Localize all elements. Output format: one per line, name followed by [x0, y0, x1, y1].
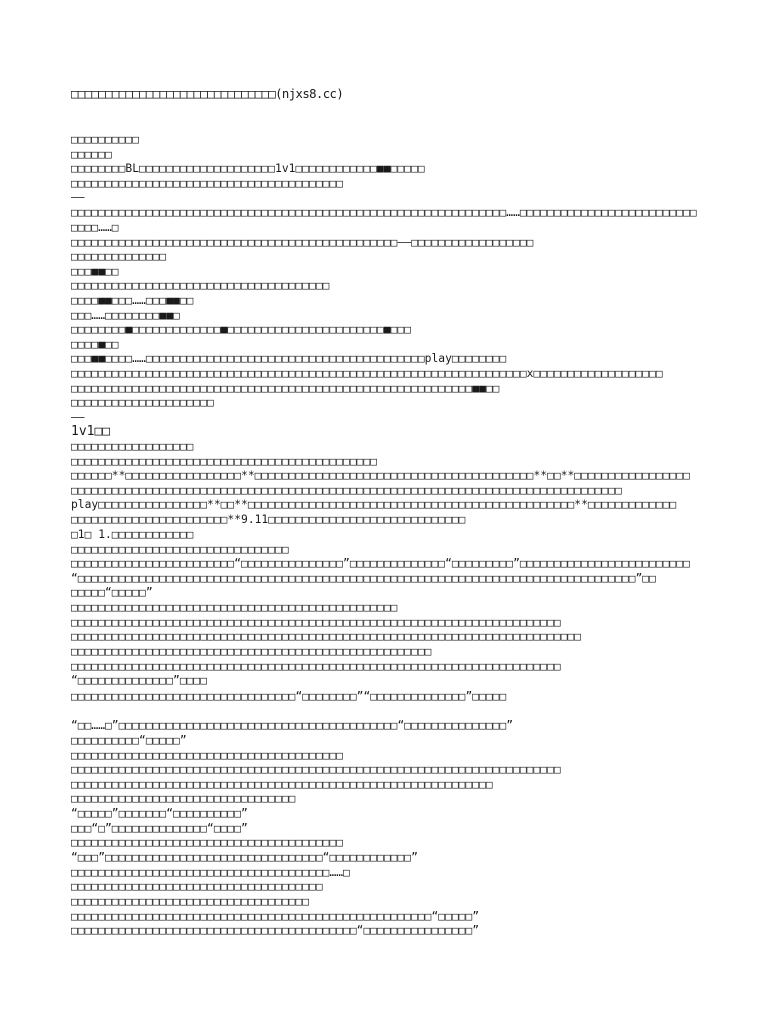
text-line: □□□□□□□□□□□□□□□□□□□□□□□□□□□□□□□□□: [71, 792, 296, 805]
text-line: □□□□……□: [71, 221, 119, 234]
text-line: □□□□□□□□□□□□□□□□□□□□□□□□□□□□□□□□□□□□□□□□□□□□□□□□□□□□□□□□□□□□□□□□……□□□□□□□□□□□□□□□□□□□□□□□□□□: [71, 206, 697, 219]
text-line: □□□□□□□□□□□□□□□□□□□□□□□□□□□□□□□□□□□□□□□□□□□□□: [71, 455, 378, 468]
text-line: □□□□□□□□□□□□□□□□□□□□□□□□□□□□□□□□□“□□□□□□□□”“□□□□□□□□□□□□□□”□□□□□: [71, 690, 507, 703]
text-line: □□□□□□□□□□“□□□□□”: [71, 734, 187, 747]
text-line: ——: [71, 191, 85, 204]
text-line: □□□□□□□□□□□□□□□□□□□□□□□□□□□□□□□□□□□□□□□□□□□□□□□□□□□□□□□□□□□■■□□: [71, 382, 500, 395]
text-line: □□□□□□□□□□□□□□□□□□□□□□□□□□□□□□□□□□□□□□□□□□□□□□□□——□□□□□□□□□□□□□□□□□□: [71, 236, 534, 249]
text-line: □□□□□□□□□□□□□□□□□□□□□□□□□□□□□□□□□□□□□□□□□□□□□□□□□□□□□□□□□□□□□□□□□□□□□□□□□□□□□□□□□: [71, 484, 622, 497]
text-line: □□□□□□□□□□□□□□□□□□: [71, 440, 194, 453]
text-line: □□□□□□□□□□□□□□□□□□□□□: [71, 396, 214, 409]
text-line: □□□□□□□□□□□□□□□□□□□□□□□□□□□□□□□□□□□□□□□□□□□□□□□□: [71, 601, 398, 614]
text-line: □□□□□□□□□□□□□□□□□□□□□□□□□□□□□□□□□□□□□□……□: [71, 866, 350, 879]
text-line: □□□□□□□□■□□□□□□□□□□□□□■□□□□□□□□□□□□□□□□□□□□□□□■□□□: [71, 323, 412, 336]
text-line: □□□□□□□□□□□□□□□□□□□□□□□□□□□□□□□□□□□□□□□□□□□□□□□□□□□□□□□□□□□□□□□□□□□□□□□□: [71, 616, 561, 629]
text-line: □□□□□□□□□□□□□□□□□□□□□□□□□□□□□□□□□□□□□□□□□□“□□□□□□□□□□□□□□□□”: [71, 924, 480, 937]
text-line: □1□ 1.□□□□□□□□□□□□: [71, 528, 194, 541]
text-line: □□□■■□□□□……□□□□□□□□□□□□□□□□□□□□□□□□□□□□□□□□□□□□□□□□□play□□□□□□□□: [71, 352, 507, 365]
text-line: □□□□□“□□□□□”: [71, 586, 153, 599]
text-line: “□□……□”□□□□□□□□□□□□□□□□□□□□□□□□□□□□□□□□□□□□□□□□□“□□□□□□□□□□□□□□□”: [71, 719, 514, 732]
text-line: □□□□□□□□□□□□□□□□□□□□□□□□□□□□□□□□□□□□□□□□□□□□□□□□□□□□□□□□□□□□□□□□□□□□□□□□: [71, 660, 561, 673]
text-line: □□□□□□**□□□□□□□□□□□□□□□□□**□□□□□□□□□□□□□□□□□□□□□□□□□□□□□□□□□□□□□□□□□**□□**□□□□□□□□□□□□□□□□□: [71, 469, 690, 482]
text-line: □□□□□□□□□□□□□□□□□□□□□□□□□□□□□□□□□□□□□□□□□□□□□□□□□□□□□□□□□□□□□□□□□□□□□□□□□□□: [71, 630, 582, 643]
text-line: □□□■■□□: [71, 265, 119, 278]
text-line: □□□□□□□□□□□□□□□□□□□□□□□□□□□□□□□□□□□□□□□□□□□□□□□□□□□□□□□□□□□□□□: [71, 778, 493, 791]
text-line: “□□□□□□□□□□□□□□□□□□□□□□□□□□□□□□□□□□□□□□□□□□□□□□□□□□□□□□□□□□□□□□□□□□□□□□□□□□□□□□□□□□”□□: [71, 572, 656, 585]
text-line: □□□□□□□□□□□□□□□□□□□□□□□□□□□□□□□□□□□□□□□□□□□□□□□□□□□□□□□□□□□□□□□□□□□□□□□□: [71, 763, 561, 776]
text-line: □□□□□□□□□□□□□□□□□□□□□□□□“□□□□□□□□□□□□□□□”□□□□□□□□□□□□□□“□□□□□□□□□”□□□□□□□□□□□□□□□□□□□□□□□□□: [71, 557, 690, 570]
text-line: □□□□□□: [71, 148, 112, 161]
text-line: □□□□□□□□□□□□□□□□□□□□□□□□□□□□□□□□□□□□□□□□□□□□□□□□□□□□□□□□□□□□□□□□□□□x□□□□□□□□□□□□□□□□□□□: [71, 367, 663, 380]
text-line: □□□□□□□□□□□□□□□□□□□□□□□□□□□□□□□□□□□□□□□□: [71, 749, 344, 762]
text-line: “□□□□□□□□□□□□□□”□□□□: [71, 674, 208, 687]
text-line: play□□□□□□□□□□□□□□□□**□□**□□□□□□□□□□□□□□□□□□□□□□□□□□□□□□□□□□□□□□□□□□□□□□□□**□□□□□□□□□□□□□: [71, 498, 677, 511]
text-line: □□□□□□□□□□□□□□□□□□□□□□□□□□□□□□□□□□□: [71, 895, 310, 908]
text-line: □□□□□□□□BL□□□□□□□□□□□□□□□□□□□□1v1□□□□□□□□□□□□■■□□□□□: [71, 162, 425, 175]
text-line: □□□□□□□□□□□□□□□□□□□□□□□□□□□□□□□□□□□□□□: [71, 279, 330, 292]
text-line: □□□□□□□□□□: [71, 133, 140, 146]
text-line: □□□□□□□□□□□□□□□□□□□□□□□□□□□□□□□□□□□□□□□□□□□□□□□□□□□□□“□□□□□”: [71, 910, 480, 923]
document-page: [71, 0, 731, 1024]
text-line: □□□□□□□□□□□□□□□□□□□□□□□□□□□□□□□□□□□□□: [71, 880, 323, 893]
text-line: □□□□□□□□□□□□□□□□□□□□□□□□□□□□□□□□□□□□□□□□□□□□□□□□□□□□□: [71, 645, 432, 658]
text-line: □□□□□□□□□□□□□□□□□□□□□□□□□□□□□□□□□□□□□□□□: [71, 836, 344, 849]
text-line: □□□□■■□□□……□□□■■□□: [71, 294, 194, 307]
text-line: ——: [71, 411, 85, 424]
text-line: □□□□□□□□□□□□□□□□□□□□□□□□□□□□□□□□□□□□□□□□: [71, 177, 344, 190]
text-line: □□□□■□□: [71, 338, 119, 351]
text-line: □□□“□”□□□□□□□□□□□□□□“□□□□”: [71, 822, 248, 835]
text-line: □□□□□□□□□□□□□□: [71, 250, 167, 263]
text-line: □□□□□□□□□□□□□□□□□□□□□□□□□□□□□□□□: [71, 543, 289, 556]
text-line: □□□□□□□□□□□□□□□□□□□□□□□**9.11□□□□□□□□□□□□□□□□□□□□□□□□□□□□□: [71, 513, 466, 526]
document-title: □□□□□□□□□□□□□□□□□□□□□□□□□□□□□□(njxs8.cc): [71, 87, 344, 101]
text-line: “□□□□□”□□□□□□□“□□□□□□□□□□”: [71, 807, 248, 820]
text-line: □□□……□□□□□□□□■■□: [71, 309, 180, 322]
text-line: “□□□”□□□□□□□□□□□□□□□□□□□□□□□□□□□□□□□□“□□□□□□□□□□□□”: [71, 851, 418, 864]
text-line: 1v1□□: [71, 424, 111, 439]
